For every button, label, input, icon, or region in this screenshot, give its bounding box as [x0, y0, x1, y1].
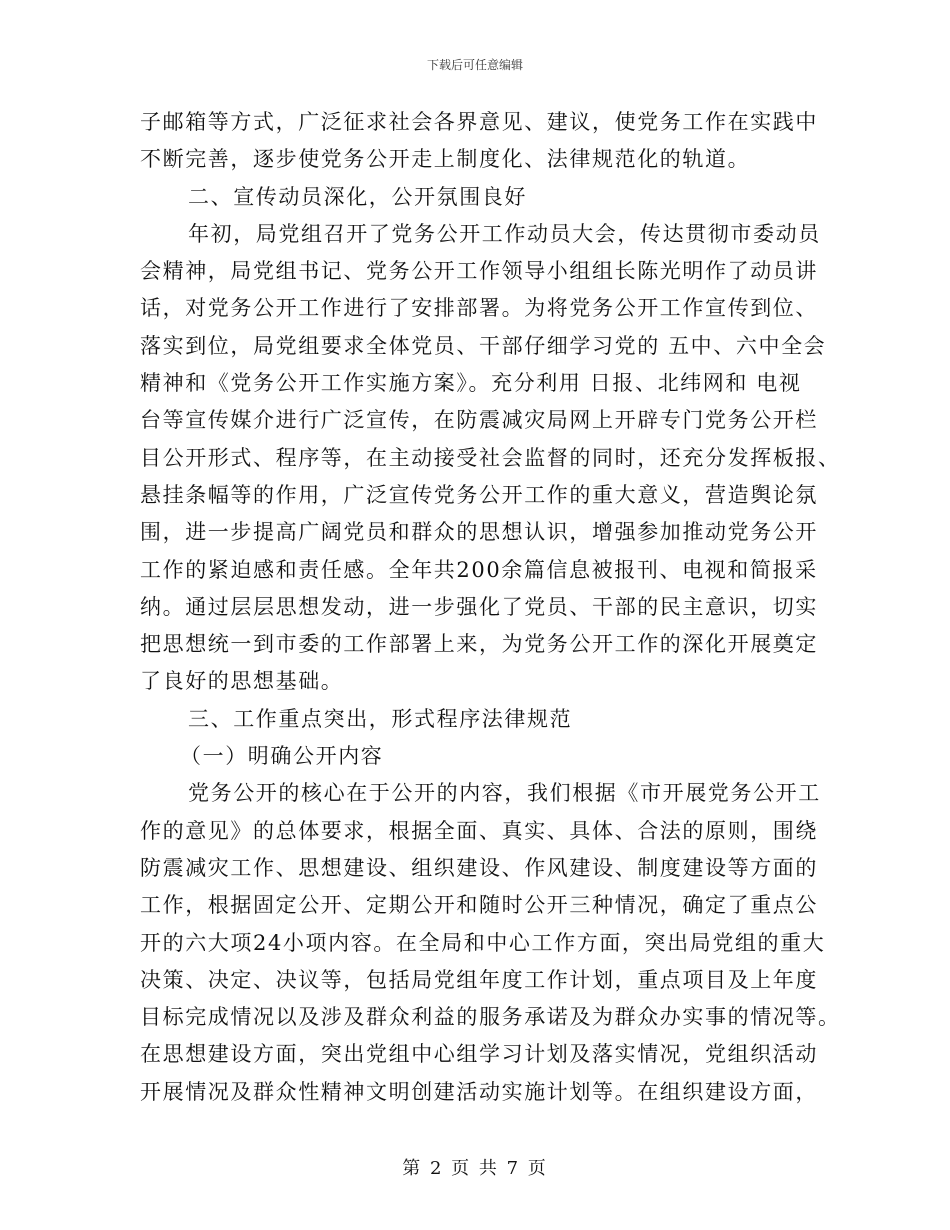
- text-line: 悬挂条幅等的作用，广泛宣传党务公开工作的重大意义，营造舆论氛: [140, 482, 818, 507]
- text-line: 在思想建设方面，突出党组中心组学习计划及落实情况，党组织活动: [140, 1042, 818, 1067]
- section-heading: 二、宣传动员深化，公开氛围良好: [188, 184, 527, 209]
- text-line: 开展情况及群众性精神文明创建活动实施计划等。在组织建设方面，: [140, 1079, 818, 1104]
- text-line: 工作，根据固定公开、定期公开和随时公开三种情况，确定了重点公: [140, 893, 818, 918]
- page-header: 下载后可任意编辑: [426, 58, 523, 72]
- text-line: 工作的紧迫感和责任感。全年共200余篇信息被报刊、电视和简报采: [140, 557, 818, 582]
- text-line: 纳。通过层层思想发动，进一步强化了党员、干部的民主意识，切实: [140, 594, 818, 619]
- section-heading: 三、工作重点突出，形式程序法律规范: [188, 706, 573, 731]
- text-line: 会精神，局党组书记、党务公开工作领导小组组长陈光明作了动员讲: [140, 259, 818, 284]
- text-line: 话，对党务公开工作进行了安排部署。为将党务公开工作宣传到位、: [140, 296, 818, 321]
- text-line: 防震减灾工作、思想建设、组织建设、作风建设、制度建设等方面的: [140, 855, 818, 880]
- page-number: 第 2 页 共 7 页: [402, 1158, 548, 1179]
- text-line: 党务公开的核心在于公开的内容，我们根据《市开展党务公开工: [188, 781, 821, 806]
- text-line: 作的意见》的总体要求，根据全面、真实、具体、合法的原则，围绕: [140, 818, 818, 843]
- text-line: 年初，局党组召开了党务公开工作动员大会，传达贯彻市委动员: [188, 221, 821, 246]
- text-line: 把思想统一到市委的工作部署上来，为党务公开工作的深化开展奠定: [140, 632, 818, 657]
- subsection-heading: （一）明确公开内容: [180, 744, 384, 769]
- text-line: 落实到位，局党组要求全体党员、干部仔细学习党的 五中、六中全会: [140, 333, 827, 358]
- text-line: 目标完成情况以及涉及群众利益的服务承诺及为群众办实事的情况等。: [140, 1005, 841, 1030]
- text-line: 开的六大项24小项内容。在全局和中心工作方面，突出局党组的重大: [140, 930, 826, 955]
- text-line: 了良好的思想基础。: [140, 669, 344, 694]
- document-body: [140, 104, 841, 1111]
- text-line: 不断完善，逐步使党务公开走上制度化、法律规范化的轨道。: [140, 147, 751, 172]
- text-line: 目公开形式、程序等，在主动接受社会监督的同时，还充分发挥板报、: [140, 445, 841, 470]
- text-line: 台等宣传媒介进行广泛宣传，在防震减灾局网上开辟专门党务公开栏: [140, 408, 818, 433]
- text-line: 围，进一步提高广阔党员和群众的思想认识，增强参加推动党务公开: [140, 520, 818, 545]
- text-line: 子邮箱等方式，广泛征求社会各界意见、建议，使党务工作在实践中: [140, 110, 818, 134]
- text-line: 决策、决定、决议等，包括局党组年度工作计划，重点项目及上年度: [140, 967, 818, 992]
- text-line: 精神和《党务公开工作实施方案》。充分利用 日报、北纬网和 电视: [140, 371, 802, 396]
